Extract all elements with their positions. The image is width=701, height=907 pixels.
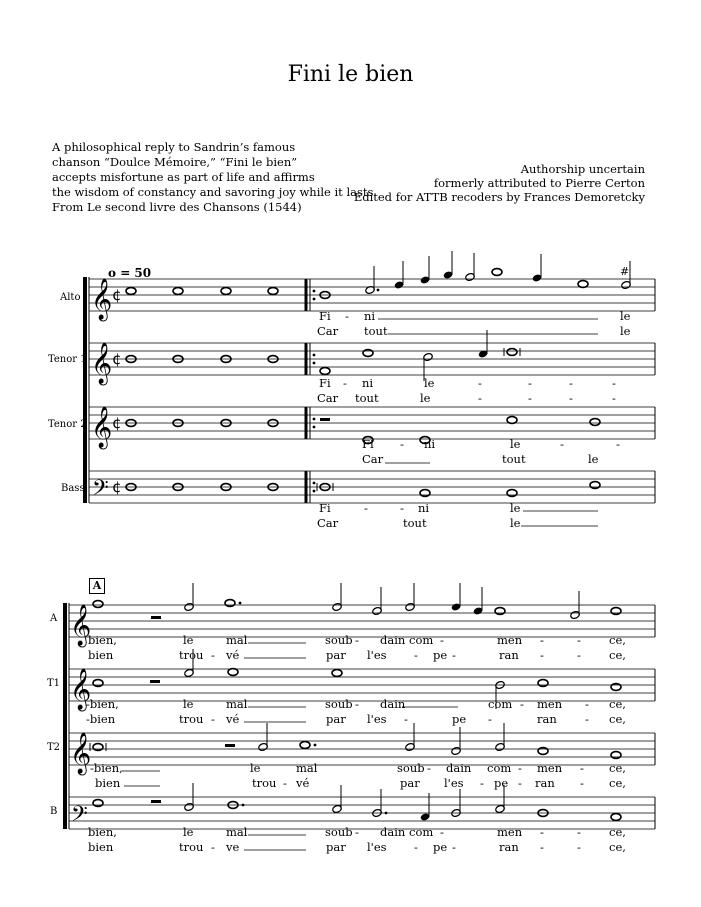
lyric-syllable: dain [380, 825, 406, 839]
whole-note [126, 288, 136, 295]
lyric-syllable: - [577, 825, 581, 839]
lyric-syllable: l'es [367, 712, 387, 726]
whole-note [173, 288, 183, 295]
lyric-syllable: le [183, 633, 194, 647]
lyric-syllable: - [520, 697, 524, 711]
lyric-syllable: ce, [609, 648, 626, 662]
lyric-syllable: vé [296, 776, 310, 790]
lyric-syllable: com [409, 825, 434, 839]
lyric-syllable: soub [397, 761, 425, 775]
lyric-syllable: - [528, 391, 532, 405]
lyric-syllable: dain [380, 633, 406, 647]
lyric-syllable: ran [499, 840, 519, 854]
treble-clef-icon: 𝄞 [91, 407, 113, 448]
whole-note [320, 368, 330, 375]
repeat-dot [313, 354, 316, 357]
system-bracket [63, 603, 67, 829]
lyric-syllable: com [488, 697, 513, 711]
repeat-dot [313, 426, 316, 429]
lyric-syllable: com [409, 633, 434, 647]
lyric-syllable: vé [226, 712, 240, 726]
lyric-syllable: - [355, 697, 359, 711]
description-line: accepts misfortune as part of life and affirms [52, 170, 315, 184]
lyric-syllable: - [345, 309, 349, 323]
tempo-marking: o = 50 [108, 266, 152, 280]
lyric-syllable: -bien, [86, 697, 119, 711]
augmentation-dot [377, 289, 380, 292]
rest [151, 800, 161, 803]
lyric-syllable: - [528, 376, 532, 390]
system-bracket [83, 277, 87, 503]
lyric-syllable: - [478, 391, 482, 405]
lyric-syllable: ni [424, 437, 436, 451]
whole-note [93, 601, 103, 608]
lyric-syllable: - [355, 633, 359, 647]
lyric-syllable: Car [317, 324, 339, 338]
lyric-syllable: trou [179, 648, 204, 662]
lyric-syllable: par [326, 840, 346, 854]
repeat-dot [313, 482, 316, 485]
lyric-syllable: Fi [319, 501, 331, 515]
lyric-syllable: par [326, 648, 346, 662]
lyric-syllable: -bien [86, 712, 116, 726]
lyric-syllable: ce, [609, 776, 626, 790]
lyric-syllable: - [404, 712, 408, 726]
lyric-syllable: - [414, 648, 418, 662]
lyric-syllable: - [585, 712, 589, 726]
lyric-syllable: - [440, 825, 444, 839]
repeat-dot [313, 298, 316, 301]
lyric-syllable: ve [226, 840, 240, 854]
lyric-syllable: - [414, 840, 418, 854]
lyric-syllable: Car [317, 391, 339, 405]
lyric-syllable: - [585, 697, 589, 711]
credit-line: Authorship uncertain [520, 162, 645, 176]
rehearsal-mark: A [89, 578, 105, 594]
augmentation-dot [242, 804, 245, 807]
lyric-syllable: tout [364, 324, 388, 338]
lyric-syllable: soub [325, 633, 353, 647]
lyric-syllable: le [620, 324, 631, 338]
lyric-syllable: le [510, 501, 521, 515]
description-line: the wisdom of constancy and savoring joy while it lasts. [52, 185, 378, 199]
lyric-syllable: soub [325, 825, 353, 839]
lyric-syllable: - [616, 437, 620, 451]
lyric-syllable: l'es [367, 840, 387, 854]
repeat-dot [313, 490, 316, 493]
lyric-syllable: - [577, 648, 581, 662]
lyric-syllable: pe [433, 840, 448, 854]
lyric-syllable: - [540, 825, 544, 839]
lyric-syllable: tout [502, 452, 526, 466]
instrument-label-alto: Alto [60, 292, 81, 303]
lyric-syllable: ni [418, 501, 430, 515]
lyric-syllable: Fi [319, 309, 331, 323]
lyric-syllable: - [343, 376, 347, 390]
augmentation-dot [314, 744, 317, 747]
instrument-label-tenor1-short: T1 [47, 678, 61, 689]
lyric-syllable: - [452, 648, 456, 662]
instrument-label-alto-short: A [50, 613, 58, 624]
description-line: chanson “Doulce Mémoire,” “Fini le bien” [52, 155, 298, 169]
lyric-syllable: le [183, 697, 194, 711]
whole-note [507, 417, 517, 424]
repeat-dot [313, 418, 316, 421]
lyric-syllable: le [420, 391, 431, 405]
lyric-syllable: dain [446, 761, 472, 775]
lyric-syllable: - [560, 437, 564, 451]
lyric-syllable: l'es [444, 776, 464, 790]
lyric-syllable: par [326, 712, 346, 726]
repeat-dot [313, 290, 316, 293]
cut-time-icon: ¢ [112, 286, 122, 304]
lyric-syllable: pe [452, 712, 467, 726]
whole-note [228, 669, 238, 676]
lyric-syllable: le [510, 437, 521, 451]
lyric-syllable: - [580, 761, 584, 775]
lyric-syllable: bien, [88, 633, 117, 647]
augmentation-dot [385, 812, 388, 815]
lyric-syllable: com [487, 761, 512, 775]
lyric-syllable: bien [88, 648, 114, 662]
lyric-syllable: par [400, 776, 420, 790]
lyric-syllable: - [211, 712, 215, 726]
lyric-syllable: tout [355, 391, 379, 405]
lyric-syllable: men [497, 825, 523, 839]
lyric-syllable: - [518, 761, 522, 775]
treble-clef-icon: 𝄞 [91, 343, 113, 384]
whole-note [492, 269, 502, 276]
lyric-syllable: trou [179, 840, 204, 854]
description-line: A philosophical reply to Sandrin’s famous [52, 140, 296, 154]
lyric-syllable: ce, [609, 840, 626, 854]
lyric-syllable: - [580, 776, 584, 790]
lyric-syllable: - [480, 776, 484, 790]
lyric-syllable: - [440, 633, 444, 647]
lyric-syllable: Car [317, 516, 339, 530]
lyric-syllable: ran [537, 712, 557, 726]
lyric-syllable: mal [226, 825, 248, 839]
sharp-icon: # [620, 265, 630, 278]
lyric-syllable: - [488, 712, 492, 726]
lyric-syllable: ran [499, 648, 519, 662]
lyric-syllable: pe [494, 776, 509, 790]
lyric-syllable: ce, [609, 761, 626, 775]
rest [225, 744, 235, 747]
lyric-syllable: - [400, 501, 404, 515]
description-line: From Le second livre des Chansons (1544) [52, 200, 302, 214]
lyric-syllable: ce, [609, 633, 626, 647]
whole-note [300, 742, 310, 749]
repeat-dot [313, 362, 316, 365]
lyric-syllable: tout [403, 516, 427, 530]
lyric-syllable: - [364, 501, 368, 515]
lyric-syllable: bien [88, 840, 114, 854]
lyric-syllable: l'es [367, 648, 387, 662]
lyric-syllable: - [569, 391, 573, 405]
cut-time-icon: ¢ [112, 414, 122, 432]
lyric-syllable: soub [325, 697, 353, 711]
lyric-syllable: le [510, 516, 521, 530]
whole-note [332, 670, 342, 677]
breve-note [507, 349, 517, 356]
treble-clef-icon: 𝄞 [70, 605, 92, 646]
lyric-syllable: trou [252, 776, 277, 790]
bass-clef-icon: 𝄢 [92, 476, 109, 506]
treble-clef-icon: 𝄞 [70, 669, 92, 710]
lyric-syllable: mal [296, 761, 318, 775]
lyric-syllable: le [424, 376, 435, 390]
rest [320, 418, 330, 421]
lyric-syllable: mal [226, 633, 248, 647]
lyric-syllable: - [612, 391, 616, 405]
lyric-syllable: men [537, 761, 563, 775]
lyric-syllable: ce, [609, 825, 626, 839]
instrument-label-tenor1: Tenor 1 [48, 354, 87, 365]
lyric-syllable: - [283, 776, 287, 790]
lyric-syllable: ni [362, 376, 374, 390]
lyric-syllable: - [427, 761, 431, 775]
lyric-syllable: bien, [88, 825, 117, 839]
lyric-syllable: ni [364, 309, 376, 323]
lyric-syllable: mal [226, 697, 248, 711]
lyric-syllable: - [577, 840, 581, 854]
lyric-syllable: - [540, 840, 544, 854]
lyric-syllable: - [518, 776, 522, 790]
lyric-syllable: - [569, 376, 573, 390]
whole-note [268, 288, 278, 295]
whole-note [221, 288, 231, 295]
lyric-syllable: le [183, 825, 194, 839]
lyric-syllable: ran [535, 776, 555, 790]
lyric-syllable: - [211, 840, 215, 854]
lyric-syllable: vé [226, 648, 240, 662]
lyric-syllable: men [537, 697, 563, 711]
lyric-syllable: - [540, 633, 544, 647]
whole-note-icon: o [108, 266, 117, 280]
lyric-syllable: ce, [609, 697, 626, 711]
page-title: Fini le bien [287, 62, 414, 87]
lyric-syllable: ce, [609, 712, 626, 726]
lyric-syllable: pe [433, 648, 448, 662]
lyric-syllable: Car [362, 452, 384, 466]
instrument-label-tenor2-short: T2 [47, 742, 61, 753]
credit-line: formerly attributed to Pierre Certon [433, 176, 645, 190]
instrument-label-tenor2: Tenor 2 [48, 419, 87, 430]
lyric-syllable: trou [179, 712, 204, 726]
instrument-label-bass: Bass [61, 483, 85, 494]
lyric-syllable: -bien, [90, 761, 123, 775]
lyric-syllable: - [478, 376, 482, 390]
lyric-syllable: dain [380, 697, 406, 711]
rest [150, 680, 160, 683]
lyric-syllable: - [355, 825, 359, 839]
augmentation-dot [239, 602, 242, 605]
cut-time-icon: ¢ [112, 478, 122, 496]
credit-line: Edited for ATTB recoders by Frances Demoretcky [353, 190, 645, 204]
lyric-syllable: - [540, 648, 544, 662]
lyric-syllable: le [588, 452, 599, 466]
treble-clef-icon: 𝄞 [70, 733, 92, 774]
whole-note [611, 814, 621, 821]
bass-clef-icon: 𝄢 [71, 802, 88, 832]
cut-time-icon: ¢ [112, 350, 122, 368]
lyric-syllable: Fi [362, 437, 374, 451]
lyric-syllable: - [452, 840, 456, 854]
lyric-syllable: Fi [319, 376, 331, 390]
lyric-syllable: - [612, 376, 616, 390]
lyric-syllable: - [577, 633, 581, 647]
lyric-syllable: - [211, 648, 215, 662]
lyric-syllable: le [620, 309, 631, 323]
lyric-syllable: - [400, 437, 404, 451]
rest [151, 616, 161, 619]
lyric-syllable: bien [95, 776, 121, 790]
whole-note [578, 281, 588, 288]
treble-clef-icon: 𝄞 [91, 279, 113, 320]
instrument-label-bass-short: B [50, 806, 58, 817]
whole-note [590, 419, 600, 426]
lyric-syllable: men [497, 633, 523, 647]
lyric-syllable: le [250, 761, 261, 775]
